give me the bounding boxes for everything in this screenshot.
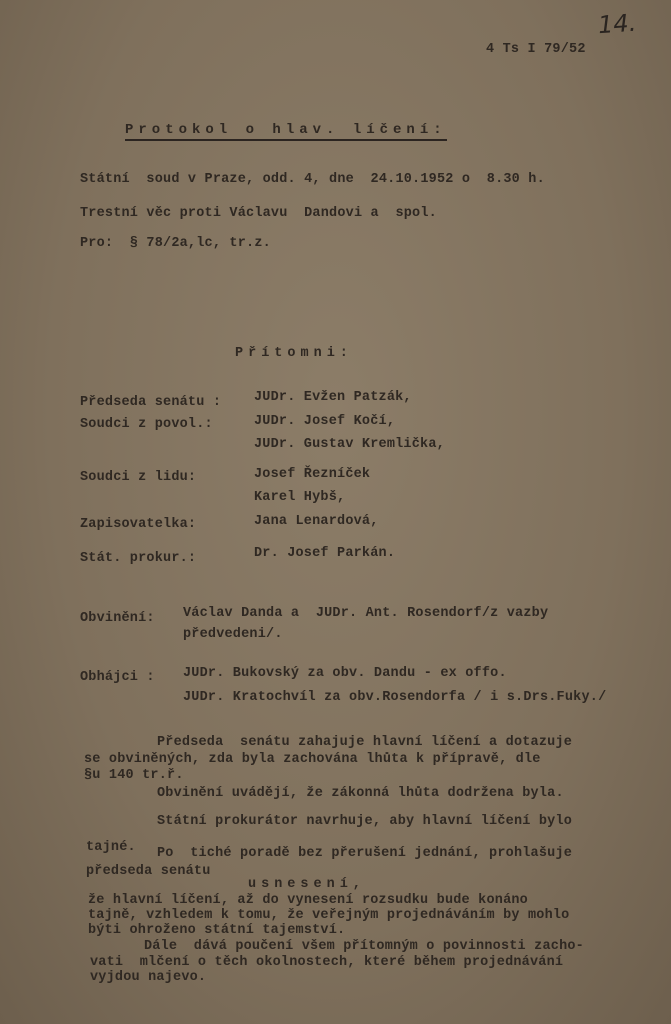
person-name: Karel Hybš,	[254, 490, 346, 505]
accused-label: Obvinění:	[80, 611, 155, 626]
present-heading: Přítomni:	[235, 346, 353, 361]
person-name: JUDr. Evžen Patzák,	[254, 390, 412, 405]
body-line: §u 140 tr.ř.	[84, 768, 184, 783]
role-label: Soudci z povol.:	[80, 417, 213, 432]
body-line: Dále dává poučení všem přítomným o povinnosti zacho-	[144, 939, 584, 954]
person-name: JUDr. Josef Kočí,	[254, 414, 396, 429]
body-line: tajné.	[86, 840, 136, 855]
defender-line: JUDr. Bukovský za obv. Dandu - ex offo.	[183, 666, 507, 681]
header-line-court: Státní soud v Praze, odd. 4, dne 24.10.1952 o 8.30 h.	[80, 172, 545, 187]
role-label: Stát. prokur.:	[80, 551, 197, 566]
body-line: Obvinění uvádějí, že zákonná lhůta dodržena byla.	[157, 786, 564, 801]
body-line: Po tiché poradě bez přerušení jednání, prohlašuje	[157, 846, 573, 861]
body-line: vati mlčení o těch okolnostech, které během projednávání	[90, 955, 564, 970]
body-line: tajně, vzhledem k tomu, že veřejným projednáváním by mohlo	[88, 908, 570, 923]
resolution-heading: usnesení,	[248, 877, 366, 892]
person-name: JUDr. Gustav Kremlička,	[254, 437, 445, 452]
defender-line: JUDr. Kratochvíl za obv.Rosendorfa / i s.Drs.Fuky./	[183, 690, 607, 705]
role-label: Soudci z lidu:	[80, 470, 197, 485]
body-line: býti ohroženo státní tajemství.	[88, 923, 346, 938]
handwritten-page-number: 14.	[597, 8, 638, 40]
header-line-statute: Pro: § 78/2a,lc, tr.z.	[80, 236, 271, 251]
role-label: Předseda senátu :	[80, 395, 222, 410]
header-line-case: Trestní věc proti Václavu Dandovi a spol.	[80, 206, 437, 221]
defenders-label: Obhájci :	[80, 670, 155, 685]
person-name: Josef Řezníček	[254, 467, 371, 482]
case-reference: 4 Ts I 79/52	[486, 42, 586, 57]
body-line: Předseda senátu zahajuje hlavní líčení a dotazuje	[157, 735, 573, 750]
body-line: že hlavní líčení, až do vynesení rozsudku bude konáno	[88, 893, 528, 908]
body-line: se obviněných, zda byla zachována lhůta k přípravě, dle	[84, 752, 541, 767]
body-line: předseda senátu	[86, 864, 211, 879]
person-name: Dr. Josef Parkán.	[254, 546, 396, 561]
accused-line: předvedeni/.	[183, 627, 283, 642]
body-line: Státní prokurátor navrhuje, aby hlavní líčení bylo	[157, 814, 573, 829]
role-label: Zapisovatelka:	[80, 517, 197, 532]
person-name: Jana Lenardová,	[254, 514, 379, 529]
body-line: vyjdou najevo.	[90, 970, 207, 985]
document-title: Protokol o hlav. líčení:	[125, 122, 447, 141]
accused-line: Václav Danda a JUDr. Ant. Rosendorf/z vazby	[183, 606, 549, 621]
